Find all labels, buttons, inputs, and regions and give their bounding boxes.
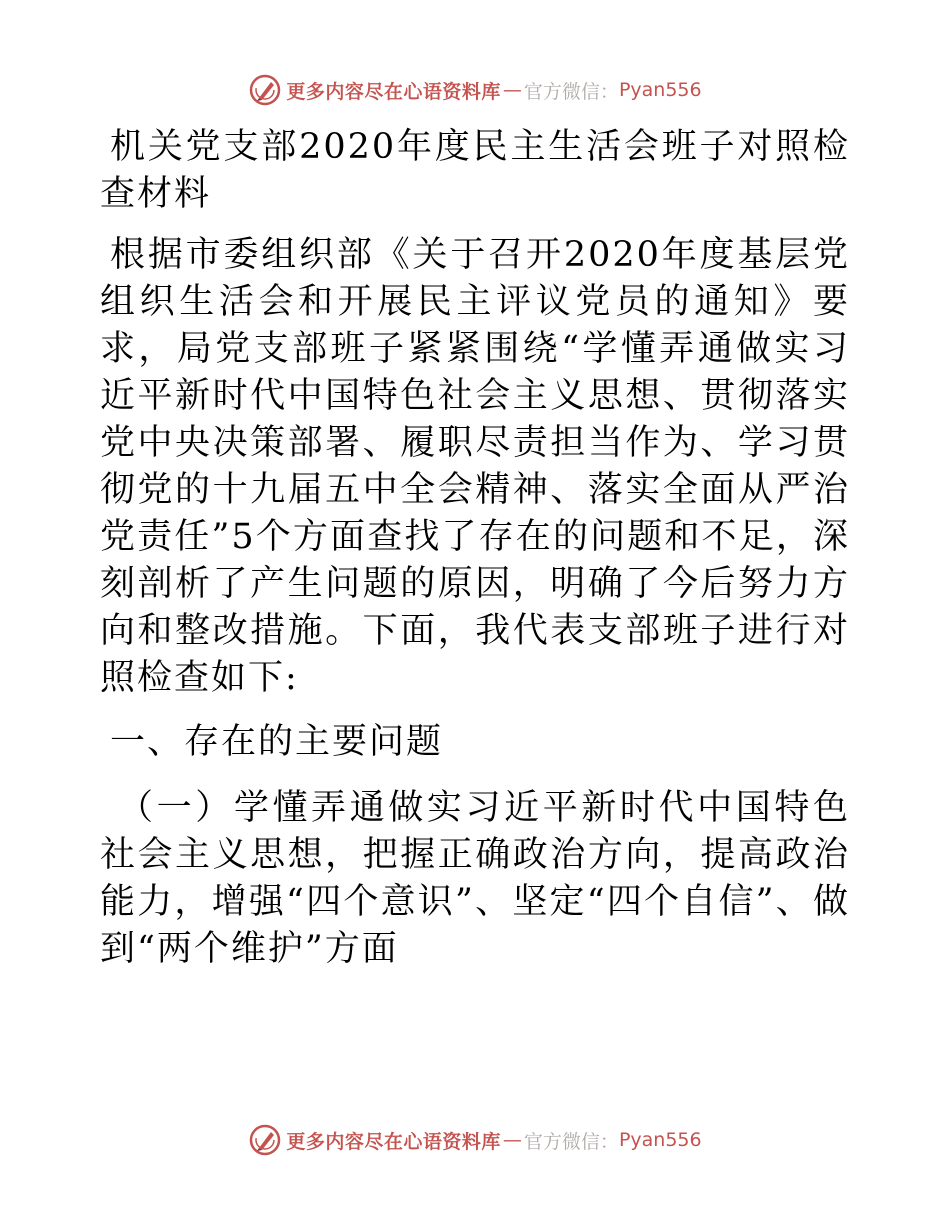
watermark-sub-text: 官方微信： <box>523 80 619 103</box>
watermark-account-id: Pyan556 <box>618 1129 702 1151</box>
watermark-dash: — <box>502 1129 522 1151</box>
subsection-heading: （一）学懂弄通做实习近平新时代中国特色社会主义思想，把握正确政治方向，提高政治能力，增强“四个意识”、坚定“四个自信”、做到“两个维护”方面 <box>100 788 850 969</box>
document-title: 机关党支部2020年度民主生活会班子对照检查材料 <box>100 127 850 214</box>
section-heading: 一、存在的主要问题 <box>110 722 444 762</box>
footer-watermark <box>0 1120 950 1160</box>
pen-nib-circle-icon <box>248 1123 282 1157</box>
header-watermark <box>0 70 950 110</box>
watermark-sub-text: 官方微信： <box>523 1130 619 1153</box>
pen-nib-circle-icon <box>248 73 282 107</box>
document-body <box>100 124 850 973</box>
watermark-account-id: Pyan556 <box>618 79 702 101</box>
watermark-main-text: 更多内容尽在心语资料库 <box>286 80 501 103</box>
watermark-dash: — <box>502 79 522 101</box>
watermark-main-text: 更多内容尽在心语资料库 <box>286 1130 501 1153</box>
intro-paragraph: 根据市委组织部《关于召开2020年度基层党组织生活会和开展民主评议党员的通知》要求，局党支部班子紧紧围绕“学懂弄通做实习近平新时代中国特色社会主义思想、贯彻落实党中央决策部署、履职尽责担当作为、学习贯彻党的十九届五中全会精神、落实全面从严治党责任”5个方面查找了存在的问题和不足，深刻剖析了产生问题的原因，明确了今后努力方向和整改措施。下面，我代表支部班子进行对照检查如下: <box>100 235 850 698</box>
